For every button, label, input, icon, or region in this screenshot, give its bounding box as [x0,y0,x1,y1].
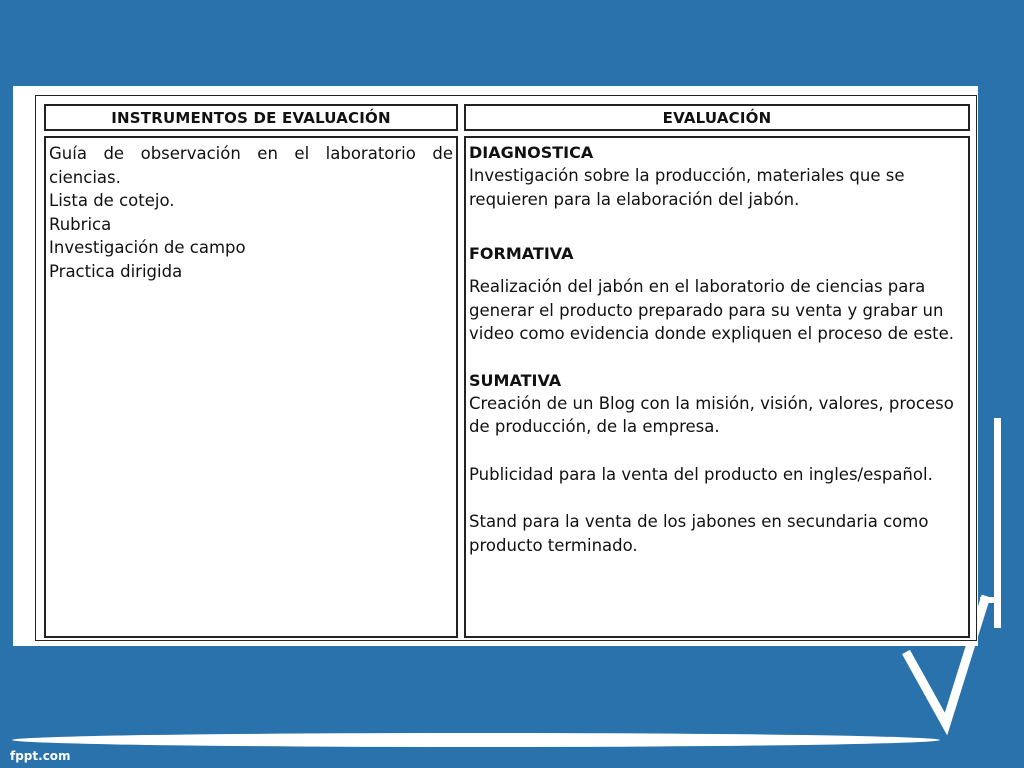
sumativa-text: Stand para la venta de los jabones en secundaria como producto terminado. [469,512,929,555]
instrument-item: Lista de cotejo. [49,191,175,210]
header-evaluation-label: EVALUACIÓN [662,108,772,127]
formativa-label: FORMATIVA [469,244,574,263]
instrument-item: Rubrica [49,214,112,234]
diagnostica-text: Investigación sobre la producción, materiales que se requieren para la elaboración del jabón. [469,166,905,209]
instrument-item: Investigación de campo [49,238,246,257]
instruments-cell [44,136,458,638]
evaluation-cell [464,136,970,638]
sumativa-label: SUMATIVA [469,370,562,390]
brand-label: fppt.com [10,749,71,763]
instrument-item: Guía de observación en el laboratorio de ciencias. [49,144,453,187]
sumativa-text: Publicidad para la venta del producto en ingles/español. [469,464,933,484]
sumativa-text: Creación de un Blog con la misión, visión, valores, proceso de producción, de la empresa. [469,393,954,436]
formativa-text: Realización del jabón en el laboratorio de ciencias para generar el producto preparado para su venta y grabar un video como evidencia donde expliquen el proceso de este. [469,277,955,343]
evaluation-table [35,95,977,641]
diagnostica-label: DIAGNOSTICA [469,143,594,162]
header-instruments [44,104,458,131]
footer-oval [12,733,940,747]
header-instruments-label: INSTRUMENTOS DE EVALUACIÓN [111,108,391,127]
instrument-item: Practica dirigida [49,261,183,281]
header-evaluation [464,104,970,131]
